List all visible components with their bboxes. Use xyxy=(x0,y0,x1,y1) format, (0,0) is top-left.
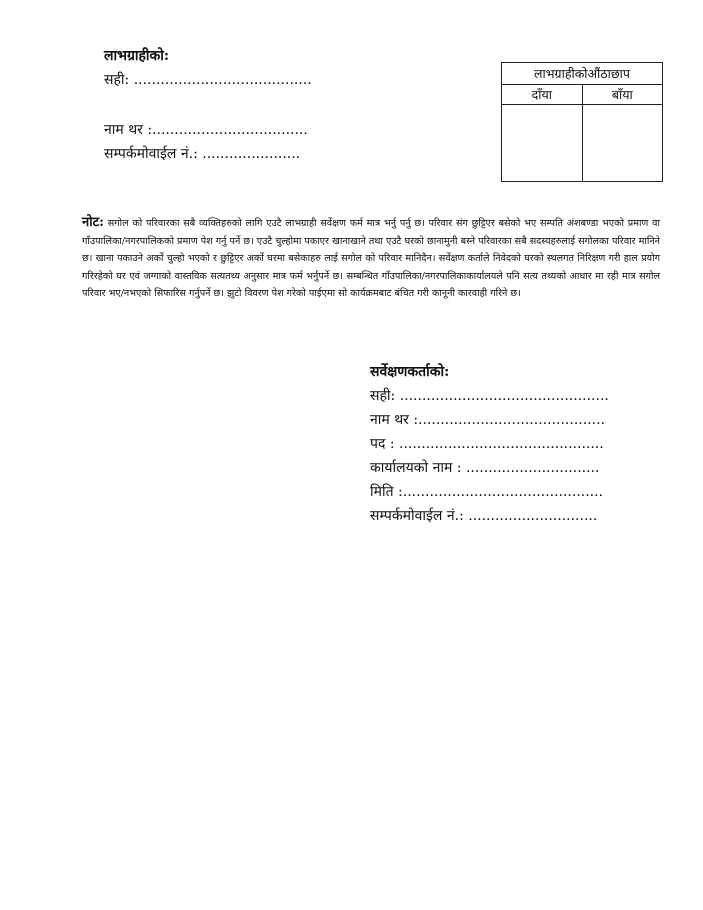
thumbprint-left-header: बाँया xyxy=(611,87,633,102)
thumbprint-title: लाभग्राहीकोऔंठाछाप xyxy=(502,63,662,85)
note-text: सगोल को परिवारका सबै व्यक्तिहरुको लागि एउटै लाभग्राही सर्वेक्षण फर्म मात्र भर्नु पर्नु छ। परिवार संग छुट्टिएर बसेको भए सम्पति अंशबण्डा भएको प्रमाण वा गाँउपालिका/नगरपालिकको प्रमाण पेश गर्नु पर्ने छ। एउटै चुल्होमा पकाएर खानाखाने तथा एउटै घरको छानामुनी बस्ने परिवारका सबै सदस्यहरुलाई सगोलका परिवार मानिने छ। खाना पकाउने अर्को चुल्हो भएको र छुट्टिएर अर्को घरमा बसेकाहरु लाई सगोल को परिवार मानिदैन। सर्वेक्षण कर्ताले निवेदको घरको स्थलगत निरिक्षण गरी हाल प्रयोग गरिरहेको घर एवं जग्गाको वास्तविक सत्यतथ्य अनुसार मात्र फर्म भर्नुपर्ने छ। सम्बन्धित गाँउपालिका/नगरपालिकाकार्यालयले पनि सत्य तथ्यको आधार मा रही मात्र सगोल परिवार भए/नभएको सिफारिस गर्नुपर्ने छ। झुटो विवरण पेश गरेको पाईएमा सो कार्यक्रमबाट बंचित गरी कानूनी कारवाही गरिने छ। xyxy=(82,218,660,300)
note-paragraph xyxy=(82,214,660,303)
beneficiary-mobile-field[interactable]: सम्पर्कमोवाईल नं.: ...................... xyxy=(104,146,301,162)
surveyor-date-field[interactable]: मिति :............................................. xyxy=(370,484,604,500)
note-label: नोट: xyxy=(82,215,104,230)
surveyor-mobile-field[interactable]: सम्पर्कमोवाईल नं.: ............................. xyxy=(370,508,598,524)
thumbprint-right-header: दाँया xyxy=(502,85,583,104)
thumbprint-cell-row xyxy=(502,105,662,181)
thumbprint-left-cell[interactable] xyxy=(583,105,663,181)
beneficiary-signature-field[interactable]: सही: ........................................ xyxy=(104,72,312,88)
thumbprint-table xyxy=(501,62,663,182)
surveyor-heading: सर्वेक्षणकर्ताको: xyxy=(370,364,450,380)
surveyor-office-field[interactable]: कार्यालयको नाम : .............................. xyxy=(370,460,600,476)
thumbprint-header-row xyxy=(502,85,662,105)
beneficiary-heading: लाभग्राहीको: xyxy=(104,48,170,64)
surveyor-name-field[interactable]: नाम थर :.......................................... xyxy=(370,412,605,428)
surveyor-post-field[interactable]: पद : .............................................. xyxy=(370,436,604,452)
surveyor-signature-field[interactable]: सही: ............................................... xyxy=(370,388,609,404)
thumbprint-right-cell[interactable] xyxy=(502,105,583,181)
beneficiary-name-field[interactable]: नाम थर :................................... xyxy=(104,122,308,138)
